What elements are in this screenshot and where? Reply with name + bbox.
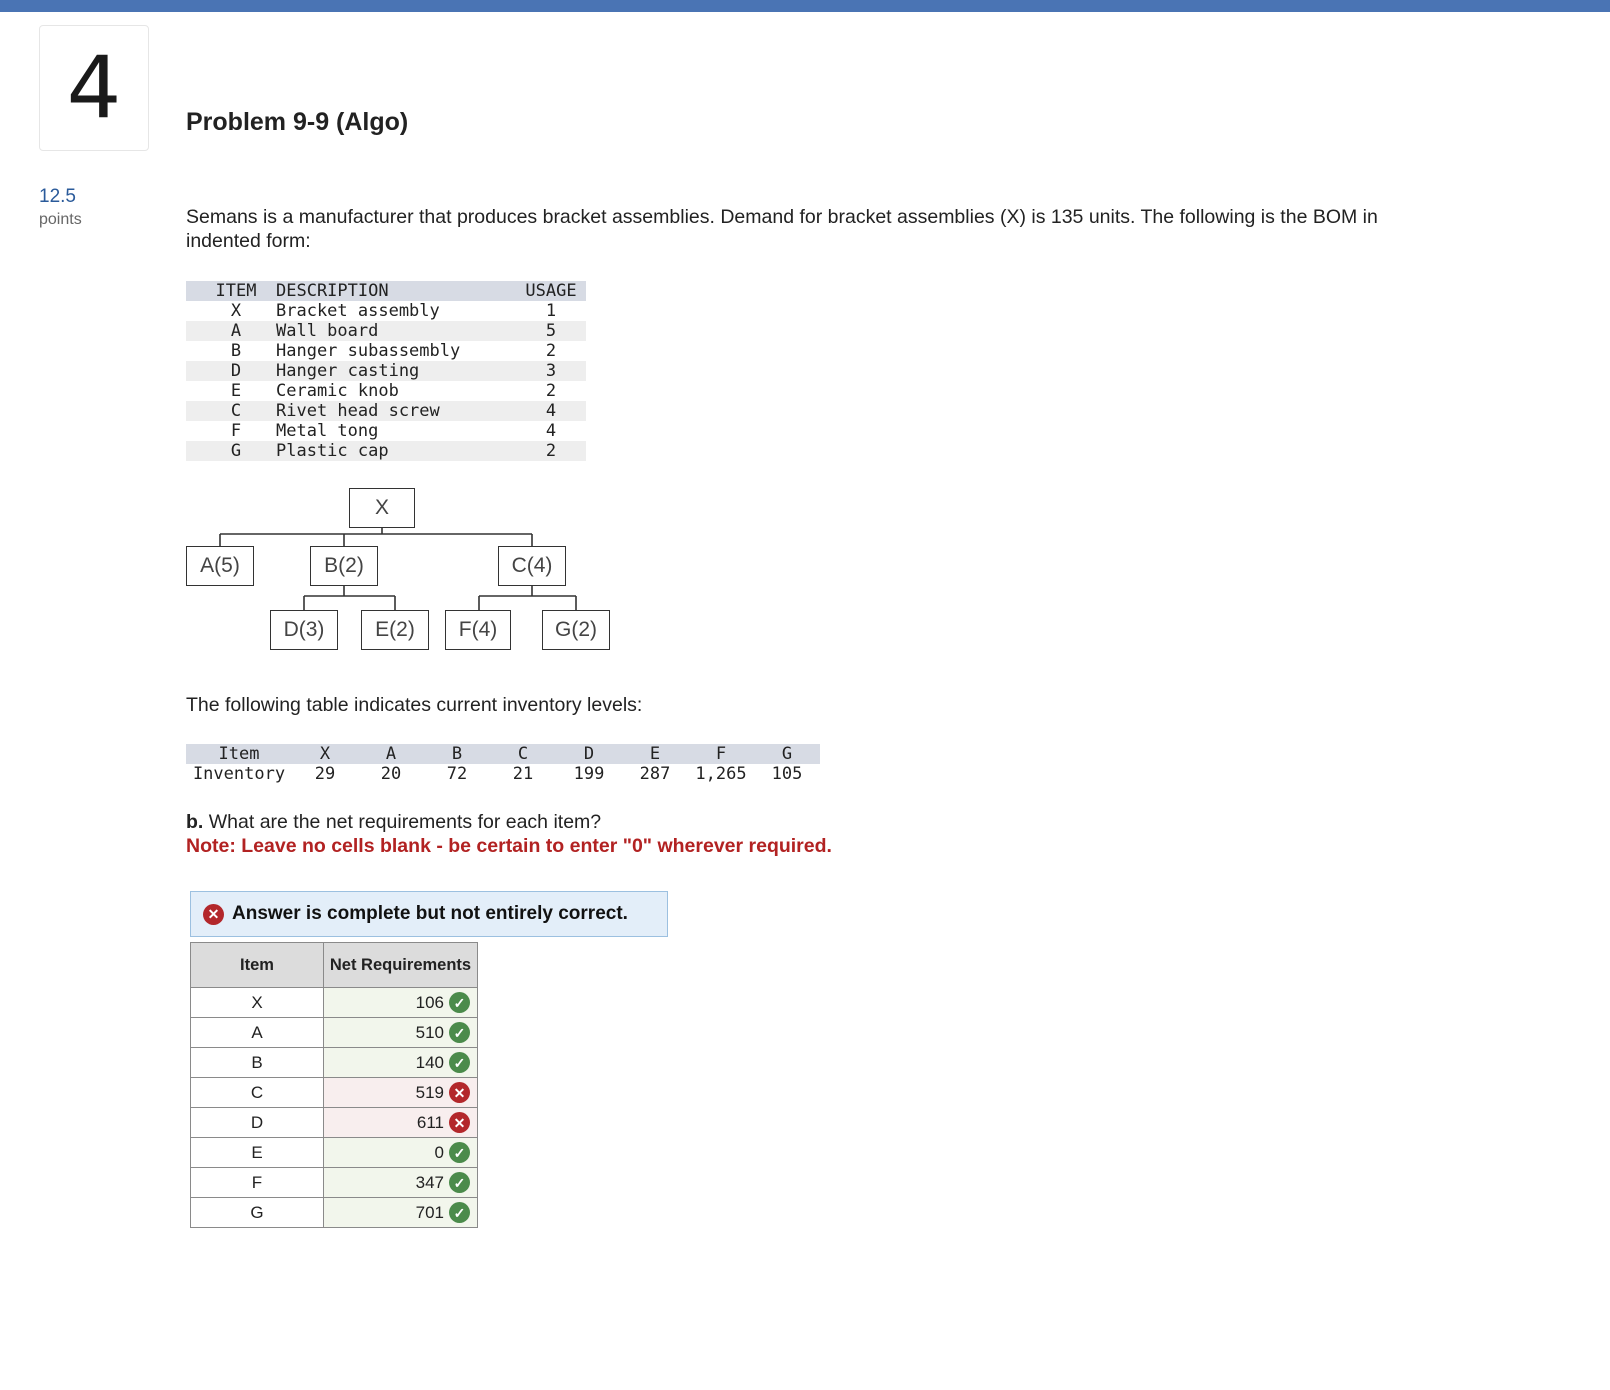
bom-description: Wall board	[276, 321, 379, 341]
tree-node-d: D(3)	[270, 610, 338, 650]
bom-row	[186, 381, 586, 401]
bom-header-usage: USAGE	[525, 281, 577, 301]
answer-cell[interactable]	[324, 1078, 478, 1108]
answer-cell[interactable]	[324, 1018, 478, 1048]
part-b-text: What are the net requirements for each item?	[203, 811, 602, 833]
table-row	[191, 1048, 478, 1078]
inventory-value: 21	[512, 764, 534, 784]
inventory-value: 29	[314, 764, 336, 784]
bom-description: Metal tong	[276, 421, 379, 441]
inventory-table	[186, 744, 820, 784]
bom-item: C	[230, 401, 242, 421]
tree-node-c: C(4)	[498, 546, 566, 586]
tree-node-e: E(2)	[361, 610, 429, 650]
row-item: A	[191, 1018, 324, 1048]
inventory-item: A	[385, 744, 397, 764]
inventory-item: G	[781, 744, 793, 764]
product-structure-tree	[180, 482, 620, 652]
bom-row	[186, 401, 586, 421]
answer-cell[interactable]	[324, 988, 478, 1018]
row-item: E	[191, 1138, 324, 1168]
answer-value[interactable]: 106	[415, 992, 444, 1012]
bom-usage: 4	[545, 421, 557, 441]
tree-node-b: B(2)	[310, 546, 378, 586]
part-b-question	[186, 811, 601, 834]
correct-check-icon: ✓	[449, 1022, 470, 1043]
inventory-item: D	[583, 744, 595, 764]
bom-description: Bracket assembly	[276, 301, 440, 321]
answer-value[interactable]: 701	[415, 1202, 444, 1222]
answer-value[interactable]: 519	[415, 1082, 444, 1102]
inventory-intro: The following table indicates current inventory levels:	[186, 694, 643, 716]
inventory-header-label: Item	[218, 744, 260, 764]
column-header-net-requirements: Net Requirements	[324, 943, 478, 988]
part-b-note: Note: Leave no cells blank - be certain to enter "0" wherever required.	[186, 835, 832, 857]
bom-description: Hanger casting	[276, 361, 420, 381]
bom-header-description: DESCRIPTION	[276, 281, 389, 301]
table-row	[191, 1138, 478, 1168]
answer-value[interactable]: 347	[415, 1172, 444, 1192]
question-number: 4	[39, 25, 149, 151]
bom-item: G	[230, 441, 242, 461]
answer-status-banner	[190, 891, 668, 937]
inventory-value: 105	[771, 764, 803, 784]
answer-cell[interactable]	[324, 1198, 478, 1228]
row-item: G	[191, 1198, 324, 1228]
points-label: points	[39, 211, 82, 228]
bom-usage: 2	[545, 441, 557, 461]
inventory-value: 72	[446, 764, 468, 784]
row-item: X	[191, 988, 324, 1018]
answer-value[interactable]: 510	[415, 1022, 444, 1042]
answer-cell[interactable]	[324, 1168, 478, 1198]
bom-item: A	[230, 321, 242, 341]
bom-header-item: ITEM	[215, 281, 257, 301]
points-value: 12.5	[39, 186, 76, 207]
tree-node-f: F(4)	[445, 610, 511, 650]
bom-row	[186, 361, 586, 381]
bom-usage: 4	[545, 401, 557, 421]
bom-row	[186, 421, 586, 441]
inventory-header-row	[186, 744, 820, 764]
answer-value[interactable]: 140	[415, 1052, 444, 1072]
page-title: Problem 9-9 (Algo)	[186, 108, 409, 136]
bom-table	[186, 281, 586, 461]
bom-usage: 3	[545, 361, 557, 381]
inventory-row-label: Inventory	[192, 764, 286, 784]
inventory-value: 1,265	[695, 764, 747, 784]
inventory-value: 199	[573, 764, 605, 784]
answer-cell[interactable]	[324, 1048, 478, 1078]
table-row	[191, 1198, 478, 1228]
inventory-item: F	[715, 744, 727, 764]
answer-cell[interactable]	[324, 1138, 478, 1168]
table-row	[191, 988, 478, 1018]
answer-value[interactable]: 0	[434, 1142, 444, 1162]
table-header-row	[191, 943, 478, 988]
bom-row	[186, 321, 586, 341]
table-row	[191, 1108, 478, 1138]
correct-check-icon: ✓	[449, 992, 470, 1013]
bom-usage: 5	[545, 321, 557, 341]
inventory-item: C	[517, 744, 529, 764]
answer-cell[interactable]	[324, 1108, 478, 1138]
correct-check-icon: ✓	[449, 1052, 470, 1073]
row-item: F	[191, 1168, 324, 1198]
row-item: C	[191, 1078, 324, 1108]
answer-value[interactable]: 611	[416, 1112, 444, 1132]
table-row	[191, 1168, 478, 1198]
bom-description: Rivet head screw	[276, 401, 440, 421]
inventory-item: B	[451, 744, 463, 764]
bom-description: Ceramic knob	[276, 381, 399, 401]
bom-usage: 2	[545, 341, 557, 361]
bom-row	[186, 341, 586, 361]
net-requirements-table	[190, 942, 478, 1228]
correct-check-icon: ✓	[449, 1142, 470, 1163]
table-row	[191, 1078, 478, 1108]
column-header-item: Item	[191, 943, 324, 988]
incorrect-x-icon: ✕	[449, 1112, 470, 1133]
part-b-label: b.	[186, 811, 204, 833]
bom-description: Hanger subassembly	[276, 341, 461, 361]
bom-item: D	[230, 361, 242, 381]
inventory-value: 20	[380, 764, 402, 784]
bom-item: B	[230, 341, 242, 361]
inventory-item: X	[319, 744, 331, 764]
bom-item: X	[230, 301, 242, 321]
bom-header-row	[186, 281, 586, 301]
row-item: D	[191, 1108, 324, 1138]
tree-node-root: X	[349, 488, 415, 528]
table-row	[191, 1018, 478, 1048]
incorrect-x-icon: ✕	[449, 1082, 470, 1103]
bom-item: F	[230, 421, 242, 441]
correct-check-icon: ✓	[449, 1172, 470, 1193]
inventory-item: E	[649, 744, 661, 764]
row-item: B	[191, 1048, 324, 1078]
tree-node-g: G(2)	[542, 610, 610, 650]
bom-row	[186, 441, 586, 461]
correct-check-icon: ✓	[449, 1202, 470, 1223]
bom-usage: 2	[545, 381, 557, 401]
bom-row	[186, 301, 586, 321]
inventory-values-row	[186, 764, 820, 784]
bom-usage: 1	[545, 301, 557, 321]
bom-description: Plastic cap	[276, 441, 389, 461]
inventory-value: 287	[639, 764, 671, 784]
problem-intro: Semans is a manufacturer that produces bracket assemblies. Demand for bracket assemblies (X) is 135 units. The following is the BOM in indented form:	[186, 206, 1378, 252]
bom-item: E	[230, 381, 242, 401]
top-bar	[0, 0, 1610, 12]
tree-node-a: A(5)	[186, 546, 254, 586]
answer-status-text: Answer is complete but not entirely correct.	[232, 903, 628, 924]
incorrect-icon: ✕	[203, 904, 224, 925]
